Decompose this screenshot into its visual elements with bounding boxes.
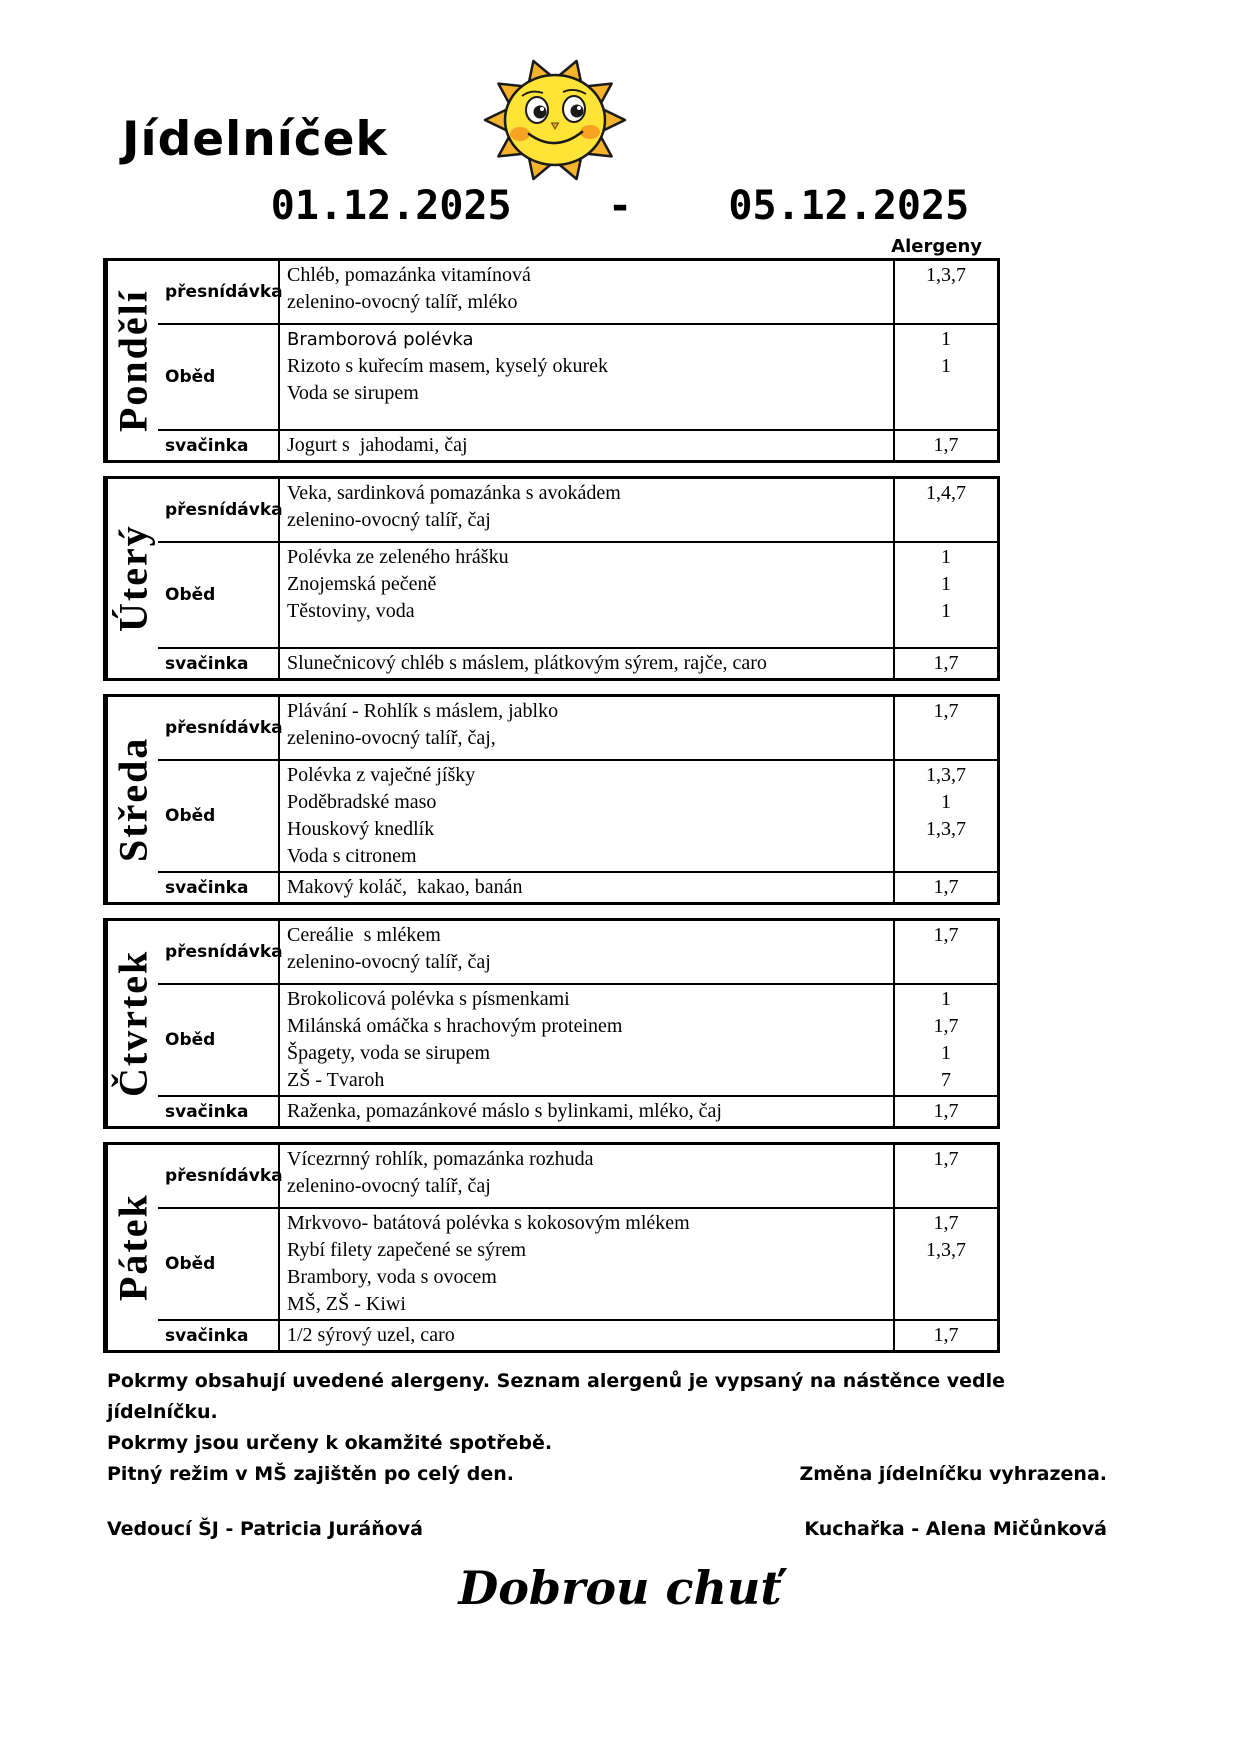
- allergen-value: 1: [941, 355, 951, 377]
- allergen-value: 1,7: [933, 1100, 959, 1122]
- food-cell: [278, 325, 893, 429]
- menu-item: Jogurt s jahodami, čaj: [287, 434, 468, 456]
- meal-label-obed: Oběd: [165, 367, 216, 387]
- allergen-value: 7: [941, 1069, 951, 1091]
- allergen-value: [895, 507, 997, 534]
- document-footer: [107, 1366, 1107, 1545]
- allergen-cell: [893, 1097, 997, 1126]
- allergen-value: 1: [941, 1042, 951, 1064]
- allergen-cell: [893, 1209, 997, 1319]
- allergen-value: 1,7: [933, 876, 959, 898]
- meal-label-presnidavka: přesnídávka: [165, 718, 283, 738]
- date-range: 01.12.2025 - 05.12.2025: [270, 183, 970, 229]
- menu-item: Polévka ze zeleného hrášku: [287, 546, 509, 568]
- meal-row-obed: [158, 541, 997, 647]
- food-cell: [278, 479, 893, 541]
- food-cell: [278, 1321, 893, 1350]
- menu-item: Slunečnicový chléb s máslem, plátkovým sýrem, rajče, caro: [287, 652, 767, 674]
- meal-label-svacinka: svačinka: [165, 1325, 249, 1346]
- allergen-cell: [893, 697, 997, 759]
- allergen-value: 1,3,7: [926, 1239, 966, 1261]
- sun-cheek-left: [510, 127, 530, 141]
- allergen-value: 1,7: [933, 1212, 959, 1234]
- meal-row-obed: [158, 759, 997, 871]
- menu-item: Voda se sirupem: [287, 382, 419, 404]
- day-table-4: [103, 918, 1000, 1129]
- day-name: Čtvrtek: [106, 921, 158, 1126]
- meal-row-svacinka: [158, 647, 997, 678]
- allergen-cell: [893, 325, 997, 429]
- meal-label-svacinka: svačinka: [165, 1101, 249, 1122]
- menu-item: Houskový knedlík: [287, 818, 435, 840]
- day-name: Pátek: [106, 1145, 158, 1350]
- meal-row-obed: [158, 983, 997, 1095]
- allergen-value: 1,7: [933, 924, 959, 946]
- sun-icon: [450, 48, 660, 195]
- menu-tables: [103, 258, 1000, 1353]
- meal-label-presnidavka: přesnídávka: [165, 500, 283, 520]
- meal-row-presnidavka: [158, 479, 997, 541]
- allergen-value: 1: [941, 600, 951, 622]
- allergen-cell: [893, 1145, 997, 1207]
- food-cell: [278, 1097, 893, 1126]
- meal-label-presnidavka: přesnídávka: [165, 1166, 283, 1186]
- allergen-cell: [893, 985, 997, 1095]
- allergen-value: 1: [941, 546, 951, 568]
- meal-label-obed: Oběd: [165, 585, 216, 605]
- allergen-cell: [893, 261, 997, 323]
- allergens-column-header: Alergeny: [891, 236, 982, 257]
- allergen-value: [895, 1291, 997, 1318]
- allergen-value: 1: [941, 791, 951, 813]
- day-table-2: [103, 476, 1000, 681]
- allergen-cell: [893, 921, 997, 983]
- meal-label-svacinka: svačinka: [165, 877, 249, 898]
- day-table-5: [103, 1142, 1000, 1353]
- allergen-value: 1,7: [933, 1324, 959, 1346]
- allergen-value: 1,7: [933, 1015, 959, 1037]
- menu-item: Bramborová polévka: [287, 329, 474, 350]
- food-cell: [278, 921, 893, 983]
- meal-label-svacinka: svačinka: [165, 435, 249, 456]
- menu-item: zelenino-ovocný talíř, mléko: [287, 291, 518, 313]
- sun-face: [505, 75, 605, 165]
- menu-item: MŠ, ZŠ - Kiwi: [287, 1293, 406, 1315]
- day-table-3: [103, 694, 1000, 905]
- menu-item: Polévka z vaječné jíšky: [287, 764, 476, 786]
- menu-item: Voda s citronem: [287, 845, 417, 867]
- meal-label-obed: Oběd: [165, 1254, 216, 1274]
- allergen-value: [895, 949, 997, 976]
- meal-row-svacinka: [158, 1095, 997, 1126]
- allergen-value: 1: [941, 988, 951, 1010]
- allergen-cell: [893, 873, 997, 902]
- allergen-value: [895, 1264, 997, 1291]
- food-cell: [278, 1209, 893, 1319]
- menu-item: Mrkvovo- batátová polévka s kokosovým mlékem: [287, 1212, 690, 1234]
- meal-row-svacinka: [158, 1319, 997, 1350]
- food-cell: [278, 1145, 893, 1207]
- allergen-value: [895, 289, 997, 316]
- day-name: Pondělí: [106, 261, 158, 460]
- menu-item: Těstoviny, voda: [287, 600, 415, 622]
- allergen-cell: [893, 431, 997, 460]
- document-header: [0, 0, 1240, 258]
- allergen-value: 1,7: [933, 434, 959, 456]
- day-name: Úterý: [106, 479, 158, 678]
- allergen-value: 1: [941, 328, 951, 350]
- allergen-value: 1,7: [933, 700, 959, 722]
- allergen-value: 1,3,7: [926, 818, 966, 840]
- allergen-cell: [893, 479, 997, 541]
- consumption-note: Pokrmy jsou určeny k okamžité spotřebě.: [107, 1432, 553, 1454]
- menu-item: Makový koláč, kakao, banán: [287, 876, 523, 898]
- day-table-1: [103, 258, 1000, 463]
- menu-item: Brambory, voda s ovocem: [287, 1266, 497, 1288]
- cook-signature: Kuchařka - Alena Mičůnková: [804, 1518, 1107, 1540]
- manager-signature: Vedoucí ŠJ - Patricia Juráňová: [107, 1518, 423, 1540]
- menu-item: 1/2 sýrový uzel, caro: [287, 1324, 455, 1346]
- meal-row-presnidavka: [158, 1145, 997, 1207]
- allergen-value: [895, 380, 997, 407]
- meal-row-presnidavka: [158, 921, 997, 983]
- allergen-cell: [893, 649, 997, 678]
- allergen-value: 1,7: [933, 652, 959, 674]
- menu-item: Raženka, pomazánkové máslo s bylinkami, mléko, čaj: [287, 1100, 722, 1122]
- menu-item: zelenino-ovocný talíř, čaj,: [287, 727, 496, 749]
- drinking-note: Pitný režim v MŠ zajištěn po celý den.: [107, 1463, 514, 1485]
- menu-item: Veka, sardinková pomazánka s avokádem: [287, 482, 621, 504]
- allergen-cell: [893, 543, 997, 647]
- food-cell: [278, 761, 893, 871]
- meal-row-obed: [158, 323, 997, 429]
- meal-row-presnidavka: [158, 697, 997, 759]
- food-cell: [278, 873, 893, 902]
- menu-item: Poděbradské maso: [287, 791, 437, 813]
- menu-item: zelenino-ovocný talíř, čaj: [287, 951, 491, 973]
- day-name: Středa: [106, 697, 158, 902]
- meal-label-presnidavka: přesnídávka: [165, 282, 283, 302]
- bon-appetit-text: Dobrou chuť: [458, 1561, 782, 1615]
- allergen-value: 1,7: [933, 1148, 959, 1170]
- food-cell: [278, 261, 893, 323]
- menu-item: Brokolicová polévka s písmenkami: [287, 988, 570, 1010]
- menu-item: Milánská omáčka s hrachovým proteinem: [287, 1015, 623, 1037]
- meal-row-presnidavka: [158, 261, 997, 323]
- meal-row-svacinka: [158, 871, 997, 902]
- allergen-value: 1,3,7: [926, 264, 966, 286]
- menu-item: Znojemská pečeně: [287, 573, 437, 595]
- food-cell: [278, 697, 893, 759]
- allergen-value: [895, 843, 997, 870]
- meal-row-obed: [158, 1207, 997, 1319]
- menu-item: Špagety, voda se sirupem: [287, 1042, 491, 1064]
- allergen-cell: [893, 761, 997, 871]
- food-cell: [278, 985, 893, 1095]
- allergen-value: [895, 1173, 997, 1200]
- menu-item: zelenino-ovocný talíř, čaj: [287, 1175, 491, 1197]
- page-title: Jídelníček: [122, 112, 388, 167]
- allergen-value: 1,4,7: [926, 482, 966, 504]
- menu-item: Plávání - Rohlík s máslem, jablko: [287, 700, 559, 722]
- meal-label-obed: Oběd: [165, 1030, 216, 1050]
- allergen-value: [895, 725, 997, 752]
- allergy-note: Pokrmy obsahují uvedené alergeny. Seznam alergenů je vypsaný na nástěnce vedle jídelníčku.: [107, 1370, 1005, 1423]
- allergen-value: 1,3,7: [926, 764, 966, 786]
- menu-item: Vícezrnný rohlík, pomazánka rozhuda: [287, 1148, 594, 1170]
- change-note: Změna jídelníčku vyhrazena.: [799, 1463, 1107, 1485]
- allergen-value: 1: [941, 573, 951, 595]
- meal-label-svacinka: svačinka: [165, 653, 249, 674]
- menu-item: Rybí filety zapečené se sýrem: [287, 1239, 527, 1261]
- food-cell: [278, 543, 893, 647]
- allergen-cell: [893, 1321, 997, 1350]
- menu-item: Rizoto s kuřecím masem, kyselý okurek: [287, 355, 609, 377]
- menu-item: Chléb, pomazánka vitamínová: [287, 264, 531, 286]
- menu-item: zelenino-ovocný talíř, čaj: [287, 509, 491, 531]
- food-cell: [278, 649, 893, 678]
- menu-item: ZŠ - Tvaroh: [287, 1069, 385, 1091]
- food-cell: [278, 431, 893, 460]
- meal-row-svacinka: [158, 429, 997, 460]
- meal-label-obed: Oběd: [165, 806, 216, 826]
- menu-item: Cereálie s mlékem: [287, 924, 441, 946]
- meal-label-presnidavka: přesnídávka: [165, 942, 283, 962]
